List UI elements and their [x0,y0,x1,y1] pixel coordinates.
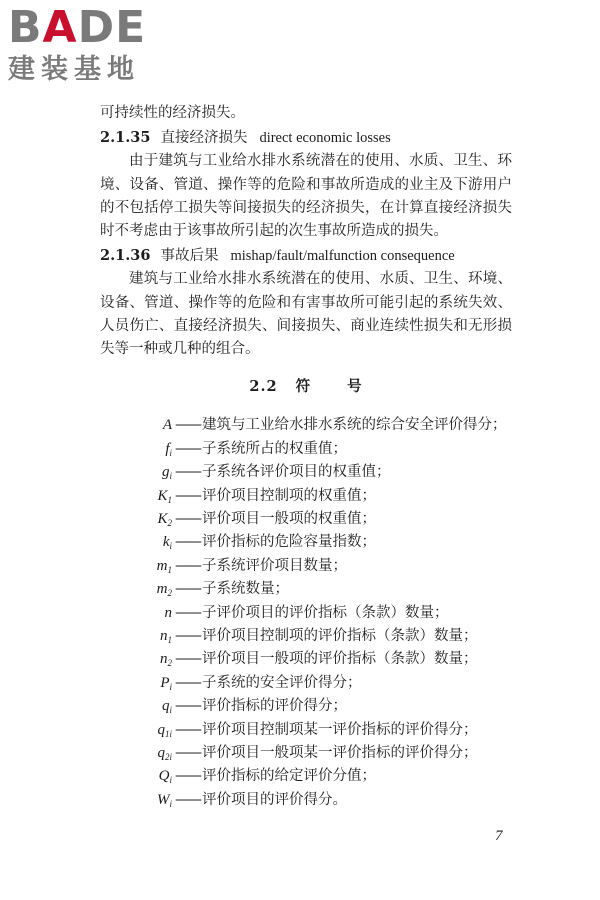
continuation-text: 可持续性的经济损失。 [100,105,245,121]
em-dash: —— [175,581,200,598]
page-body [100,102,512,812]
em-dash: —— [175,511,200,527]
symbol-row [128,438,512,461]
symbol-description: 评价项目一般项某一评价指标的评价得分； [202,744,478,761]
symbol-description: 子评价项目的评价指标（条款）数量； [202,604,449,621]
symbol-row [128,789,512,812]
symbol-description: 子系统评价项目数量； [202,557,347,574]
symbol-row [128,578,512,601]
em-dash: —— [175,744,200,761]
symbol-description: 子系统各评价项目的权重值； [202,464,391,481]
symbol: $q_i$ [161,698,172,716]
symbol-row [128,461,512,484]
symbol-description: 子系统所占的权重值； [202,440,347,457]
symbol: n [164,604,172,621]
em-dash: —— [175,698,200,715]
em-dash: —— [175,674,200,691]
symbol-row [128,695,512,718]
em-dash: —— [175,487,200,504]
symbol-row [128,602,512,625]
symbol-row [128,508,512,531]
clause-heading-2-1-36 [100,244,512,268]
symbol: $m_2$ [156,581,172,599]
em-dash: —— [175,604,200,621]
clause-number: 2.1.36 [100,247,151,265]
clause-term: 事故后果 [160,248,219,265]
page-number: 7 [495,828,503,844]
symbol-description: 评价项目控制项的权重值； [202,487,376,504]
symbol-description: 评价项目一般项的评价指标（条款）数量； [202,651,478,668]
brand-logo [8,4,178,86]
logo-wordmark: BADE [8,2,147,53]
em-dash: —— [175,721,200,738]
symbol: $W_i$ [156,791,172,809]
symbol-description: 子系统的安全评价得分； [202,674,362,691]
symbol-description: 建筑与工业给水排水系统的综合安全评价得分； [202,417,507,434]
clause-term-english: direct economic losses [259,130,391,147]
symbol: $P_i$ [160,674,172,692]
em-dash: —— [175,768,200,785]
symbol-description: 评价项目一般项的权重值； [202,511,376,527]
symbol-description: 评价指标的危险容量指数； [202,534,376,551]
em-dash: —— [175,791,200,808]
clause-number: 2.1.35 [100,129,151,147]
symbol: $f_i$ [165,440,172,458]
symbol-row [128,625,512,648]
symbol-row [128,742,512,765]
symbol-description: 评价项目的评价得分。 [202,791,347,808]
symbol: $q_{1i}$ [157,721,172,739]
clause-body-2-1-36: 建筑与工业给水排水系统潜在的使用、水质、卫生、环境、设备、管道、操作等的危险和有害事故所可能引起的系统失效、人员伤亡、直接经济损失、间接损失、商业连续性损失和无形损失等一种或几种的组合。 [100,271,512,358]
symbol: $Q_i$ [158,768,172,786]
symbol-row [128,414,512,437]
symbol-row [128,648,512,671]
symbol-row [128,531,512,554]
clause-term-english: mishap/fault/malfunction consequence [230,248,455,265]
clause-body-2-1-35: 由于建筑与工业给水排水系统潜在的使用、水质、卫生、环境、设备、管道、操作等的危险和事故所造成的业主及下游用户的不包括停工损失等间接损失的经济损失，在计算直接经济损失时不考虑由于该事故所引起的次生事故所造成的损失。 [100,153,512,240]
em-dash: —— [175,651,200,668]
symbol-description: 评价指标的给定评价分值； [202,768,376,785]
symbol-list [128,414,512,812]
section-title: 2.2 符 号 [249,378,363,396]
em-dash: —— [175,417,200,434]
symbol-row [128,485,512,508]
em-dash: —— [175,464,200,481]
symbol-description: 评价项目控制项的评价指标（条款）数量； [202,627,478,644]
symbol: $n_2$ [160,651,172,669]
symbol-description: 评价项目控制项某一评价指标的评价得分； [202,721,478,738]
em-dash: —— [175,440,200,457]
symbol-description: 子系统数量； [202,581,289,598]
symbol-row [128,719,512,742]
symbol-row [128,555,512,578]
symbol-row [128,765,512,788]
em-dash: —— [175,534,200,551]
symbol: $n_1$ [160,627,172,645]
symbol: A [162,417,172,434]
em-dash: —— [175,557,200,574]
section-number: 2.2 [249,378,278,396]
logo-subtitle: 建装基地 [8,54,140,85]
symbol-row [128,672,512,695]
clause-heading-2-1-35 [100,126,512,150]
symbol: $q_{2i}$ [157,744,172,762]
symbol: $K_2$ [157,511,172,528]
symbol: $m_1$ [156,557,172,575]
symbol: $K_1$ [157,487,172,505]
clause-term: 直接经济损失 [160,130,248,147]
em-dash: —— [175,627,200,644]
symbol: $g_i$ [161,464,172,482]
symbol: $k_i$ [162,534,172,552]
symbol-description: 评价指标的评价得分； [202,698,347,715]
